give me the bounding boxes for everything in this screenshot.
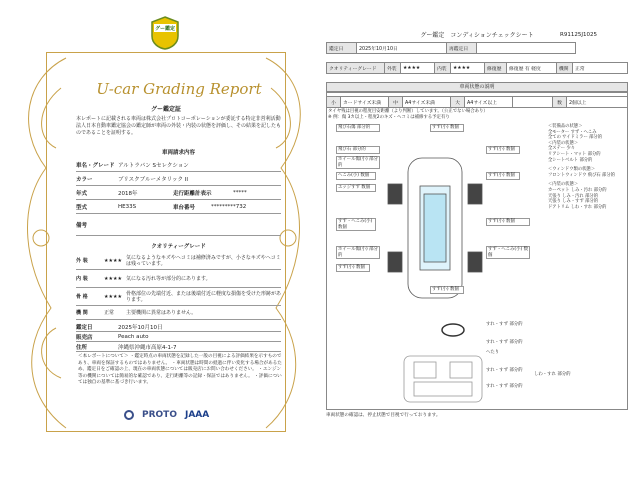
proto-logo: PROTO [142, 410, 177, 420]
grade-label: 外 装 [76, 258, 88, 264]
callout-d: すず(小) 数個 [486, 146, 520, 154]
engine-value: 正常 [573, 63, 628, 74]
sheet-note-2: ※ 例：傷 3カ以上・程度2のキズ・ヘコミは補修する予定有り [328, 114, 450, 120]
sheet-row-grade [326, 62, 628, 74]
legend-small-desc: カードサイズ未満 [341, 97, 389, 108]
footer-logos [124, 408, 284, 422]
row-address [76, 342, 281, 352]
legend-medium-desc: A4サイズ未満 [403, 97, 451, 108]
grade-label: 骨 格 [76, 294, 88, 300]
callout-b: すず(小) 数個 [430, 124, 464, 132]
side-note: 天張り しみ・汚れ 部分的 [548, 193, 598, 199]
grade-label: 機 関 [76, 310, 88, 316]
side-note: ＜装備品の状態＞ [548, 124, 583, 129]
badge-text: グー鑑定 [154, 26, 175, 32]
engine-label: 機関 [557, 63, 573, 74]
sheet-row-date [326, 42, 576, 54]
sheet-title: グー鑑定 コンディションチェックシート [420, 32, 534, 39]
callout-a: 飛び石傷 部分的 [336, 124, 380, 132]
grade-interior [76, 270, 281, 288]
proto-logo-icon [124, 410, 134, 420]
grade-frame [76, 288, 281, 306]
legend-large-desc: A4サイズ以上 [465, 97, 513, 108]
side-note: カーペット しみ・汚れ 部分的 [548, 187, 607, 193]
car-interior-icon [398, 352, 488, 406]
callout-n: すず(小) 数個 [430, 286, 464, 294]
date-value: 2025年10月10日 [118, 324, 163, 331]
callout-s: へたり [486, 350, 500, 355]
shop-label: 販売店 [76, 334, 93, 341]
grade-text: 骨格部位の先端付近、または後端付近に軽度な損傷を受けた形跡があります。 [126, 290, 282, 303]
row-value: HE33S [118, 203, 137, 210]
callout-l: ホイール傷(小) 部分的 [336, 246, 380, 259]
grade-stars: ★★★★ [104, 257, 122, 264]
callout-m: すず(小) 数個 [336, 264, 370, 272]
addr-label: 住所 [76, 344, 88, 351]
side-note: 全ステー 少々 [548, 146, 576, 152]
callout-r: すれ・すず 部分的 [486, 384, 523, 389]
callout-p: すれ・すず 部分的 [486, 340, 523, 345]
row-value-2: *********732 [211, 203, 247, 210]
side-note: リアシート・マット 部分的 [548, 151, 601, 157]
callout-i: すず・へこみ(小) 数個 [336, 218, 376, 231]
certificate [6, 8, 311, 440]
row-label-2: 走行距離計表示 [173, 190, 212, 197]
callout-h: すず(小) 数個 [486, 172, 520, 180]
row-value: 2018年 [118, 190, 138, 197]
side-note: ドアトリム しわ・すれ 部分的 [548, 204, 607, 210]
grade-engine [76, 306, 281, 320]
legend-medium: 中 [389, 97, 403, 108]
callout-t: しわ・すれ 部分的 [534, 372, 571, 377]
row-value-2: ***** [233, 189, 247, 196]
grade-text: 気になるようなキズやヘコミは補修済みですが、小さなキズやヘコミは残っています。 [126, 254, 281, 267]
row-year [76, 186, 281, 200]
row-value: ブリスクブルーメタリック II [118, 176, 188, 183]
sheet-footer: 車両状態の確認は、停止状態で目視で行っております。 [326, 413, 441, 418]
exterior-label: 外装 [385, 63, 401, 74]
recheck-value [477, 43, 576, 54]
row-label: カラー [76, 176, 93, 183]
row-label: 車名・グレード [76, 162, 115, 169]
quality-grade-label: クオリティーグレード [327, 63, 385, 74]
side-note: ＜内装の状態＞ [548, 140, 579, 146]
row-label-2: 車台番号 [173, 204, 196, 211]
repair-label: 修復歴 [485, 63, 507, 74]
repair-value: 修復歴 有 軽度 [507, 63, 557, 74]
date-label: 鑑定日 [327, 43, 357, 54]
callout-g: エッジすず 数個 [336, 184, 376, 192]
interior-label: 内装 [435, 63, 451, 74]
callout-q: すれ・すず 部分的 [486, 368, 523, 373]
row-value: アルトラパン Sセレクション [118, 162, 189, 169]
sheet-id: R91125J1025 [560, 32, 597, 38]
vehicle-section-title: 車両請求内容 [161, 150, 195, 156]
side-note: 全ての サイドミラー 部分的 [548, 135, 602, 141]
exterior-stars: ★★★★ [401, 63, 435, 74]
side-note: フロントウィンドウ 飛び石 部分的 [548, 172, 615, 178]
sheet-note-1: タイヤ残は目視の程度目安距離（より判断）しています。（公正でない場合あり） [328, 109, 488, 114]
callout-e: ホイール傷(小) 部分的 [336, 156, 380, 169]
date-label: 鑑定日 [76, 324, 93, 331]
grade-label: 内 装 [76, 276, 88, 282]
row-label: 備考 [76, 222, 88, 229]
legend-small: 小 [327, 97, 341, 108]
row-color [76, 172, 281, 186]
row-model [76, 158, 281, 172]
legend-count-desc: 2個以上 [567, 97, 628, 108]
goo-badge-icon [151, 16, 179, 50]
legend-large: 大 [451, 97, 465, 108]
grade-stars: ★★★★ [104, 293, 122, 300]
side-note: ＜ウィンドウ類の状態＞ [548, 167, 596, 173]
row-shop [76, 332, 281, 342]
callout-f: へこみ(小) 数個 [336, 172, 376, 180]
side-notes [548, 124, 626, 210]
grade-text: 主要機関に異常はありません。 [126, 309, 197, 316]
date-value: 2025年10月10日 [357, 43, 447, 54]
callout-c: 飛び石 部分的 [336, 146, 380, 154]
side-note: 全シートベルト 部分的 [548, 157, 593, 163]
side-note: ＜内装の状態＞ [548, 182, 579, 188]
steering-wheel-icon [440, 322, 466, 338]
side-note: 天張り しみ・すず 部分的 [548, 199, 599, 205]
grade-exterior [76, 252, 281, 270]
script-title: U-car Grading Report [96, 80, 262, 98]
callout-j: すず(小) 数個 [486, 218, 530, 226]
row-type [76, 200, 281, 214]
certificate-body: 本レポートに記載される車両は株式会社プロトコーポレーションが委託する特定非営利活動法人日本自動車鑑定協会の鑑定師が車両の外装・内装の状態を評価し、その結果を記したものであることを証明する。 [76, 116, 282, 136]
certificate-notes: ＜本レポートについて＞ ・鑑定時点の車両状態を記録した一般の目視による評価結果を示すものであり、車両を保証するものではありません。 ・車両状態は時間の経過に伴い変化する場合があるため、鑑定日をご確認の上、現在の車両状態については販売店にお問い合わせください。 ・エンジン等の機関については簡易的な確認であり、走行距離等の記録・保証ではありません。 ・評価については独自の基準に基づき行います。 [78, 354, 282, 385]
jaaa-logo: JAAA [184, 410, 210, 420]
row-label: 年式 [76, 190, 88, 197]
shop-value: Peach auto [118, 333, 149, 340]
grade-text: 気になる汚れ等が部分的にあります。 [126, 275, 211, 282]
callout-k: すず・へこみ(小) 数個 [488, 247, 528, 258]
condition-section-title: 車両状態の説明 [326, 82, 628, 92]
interior-stars: ★★★★ [451, 63, 485, 74]
row-label: 型式 [76, 204, 88, 211]
callout-o: すれ・すず 部分的 [486, 322, 523, 327]
row-remarks [76, 214, 281, 236]
grade-stars: 正常 [104, 310, 115, 316]
left-ornament [6, 48, 76, 438]
side-note: 全モーター すず・へこみ [548, 129, 597, 135]
row-date [76, 322, 281, 332]
certificate-subtitle: グー鑑定証 [150, 106, 181, 113]
legend-count: 数 [553, 97, 567, 108]
addr-value: 沖縄県沖縄市高原4-1-7 [118, 344, 177, 351]
recheck-label: 再鑑定日 [447, 43, 477, 54]
grade-section-title: クオリティーグレード [151, 244, 206, 250]
grade-stars: ★★★★ [104, 275, 122, 282]
